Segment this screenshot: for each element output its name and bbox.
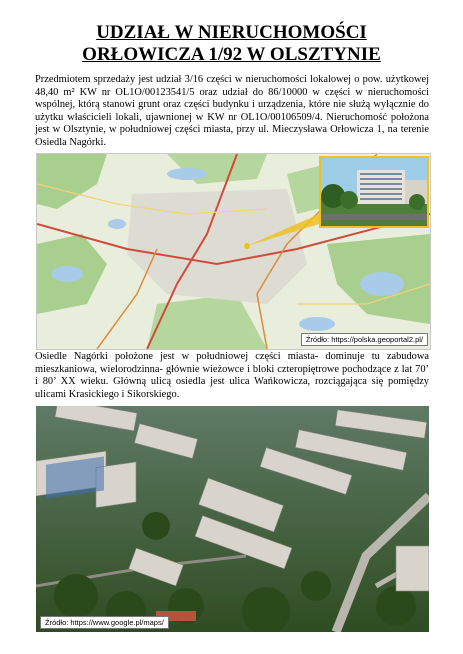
aerial-source-caption: Źródło: https://www.google.pl/maps/: [40, 616, 169, 629]
building-photo-graphic: [321, 158, 427, 226]
aerial-photo: [36, 406, 429, 632]
aerial-photo-graphic: [36, 406, 429, 632]
neighbourhood-paragraph: Osiedle Nagórki położone jest w południowej części miasta- dominuje tu zabudowa mieszkaniowa, wielorodzinna- głównie wieżowce i bloki czteropiętrowe pochodzące z lat 70’ i 80’ XX wieku. Główną ulicą osiedla jest ulica Wańkowicza, rozciągająca się pomiędzy ulicami Krasickiego i Sikorskiego.: [35, 351, 429, 400]
title-line-1: UDZIAŁ W NIERUCHOMOŚCI: [96, 22, 367, 43]
description-paragraph: Przedmiotem sprzedaży jest udział 3/16 części w nieruchomości lokalowej o pow. użytkowej 48,40 m² KW nr OL1O/00123541/5 oraz udział do 86/10000 w części w nieruchomości wspólnej, którą stanowi grunt oraz części budynku i urządzenia, które nie służą wyłącznie do użytku właścicieli lokali, ujawnionej w KW nr OL1O/00106509/4. Nieruchomość położona jest w Olsztynie, w południowej części miasta, przy ul. Mieczysława Orłowicza 1, na terenie Osiedla Nagórki.: [35, 74, 429, 148]
location-map: [36, 153, 431, 350]
building-photo: [319, 156, 429, 228]
title-line-2: ORŁOWICZA 1/92 W OLSZTYNIE: [82, 44, 381, 65]
map-source-caption: Źródło: https://polska.geoportal2.pl/: [301, 333, 428, 346]
